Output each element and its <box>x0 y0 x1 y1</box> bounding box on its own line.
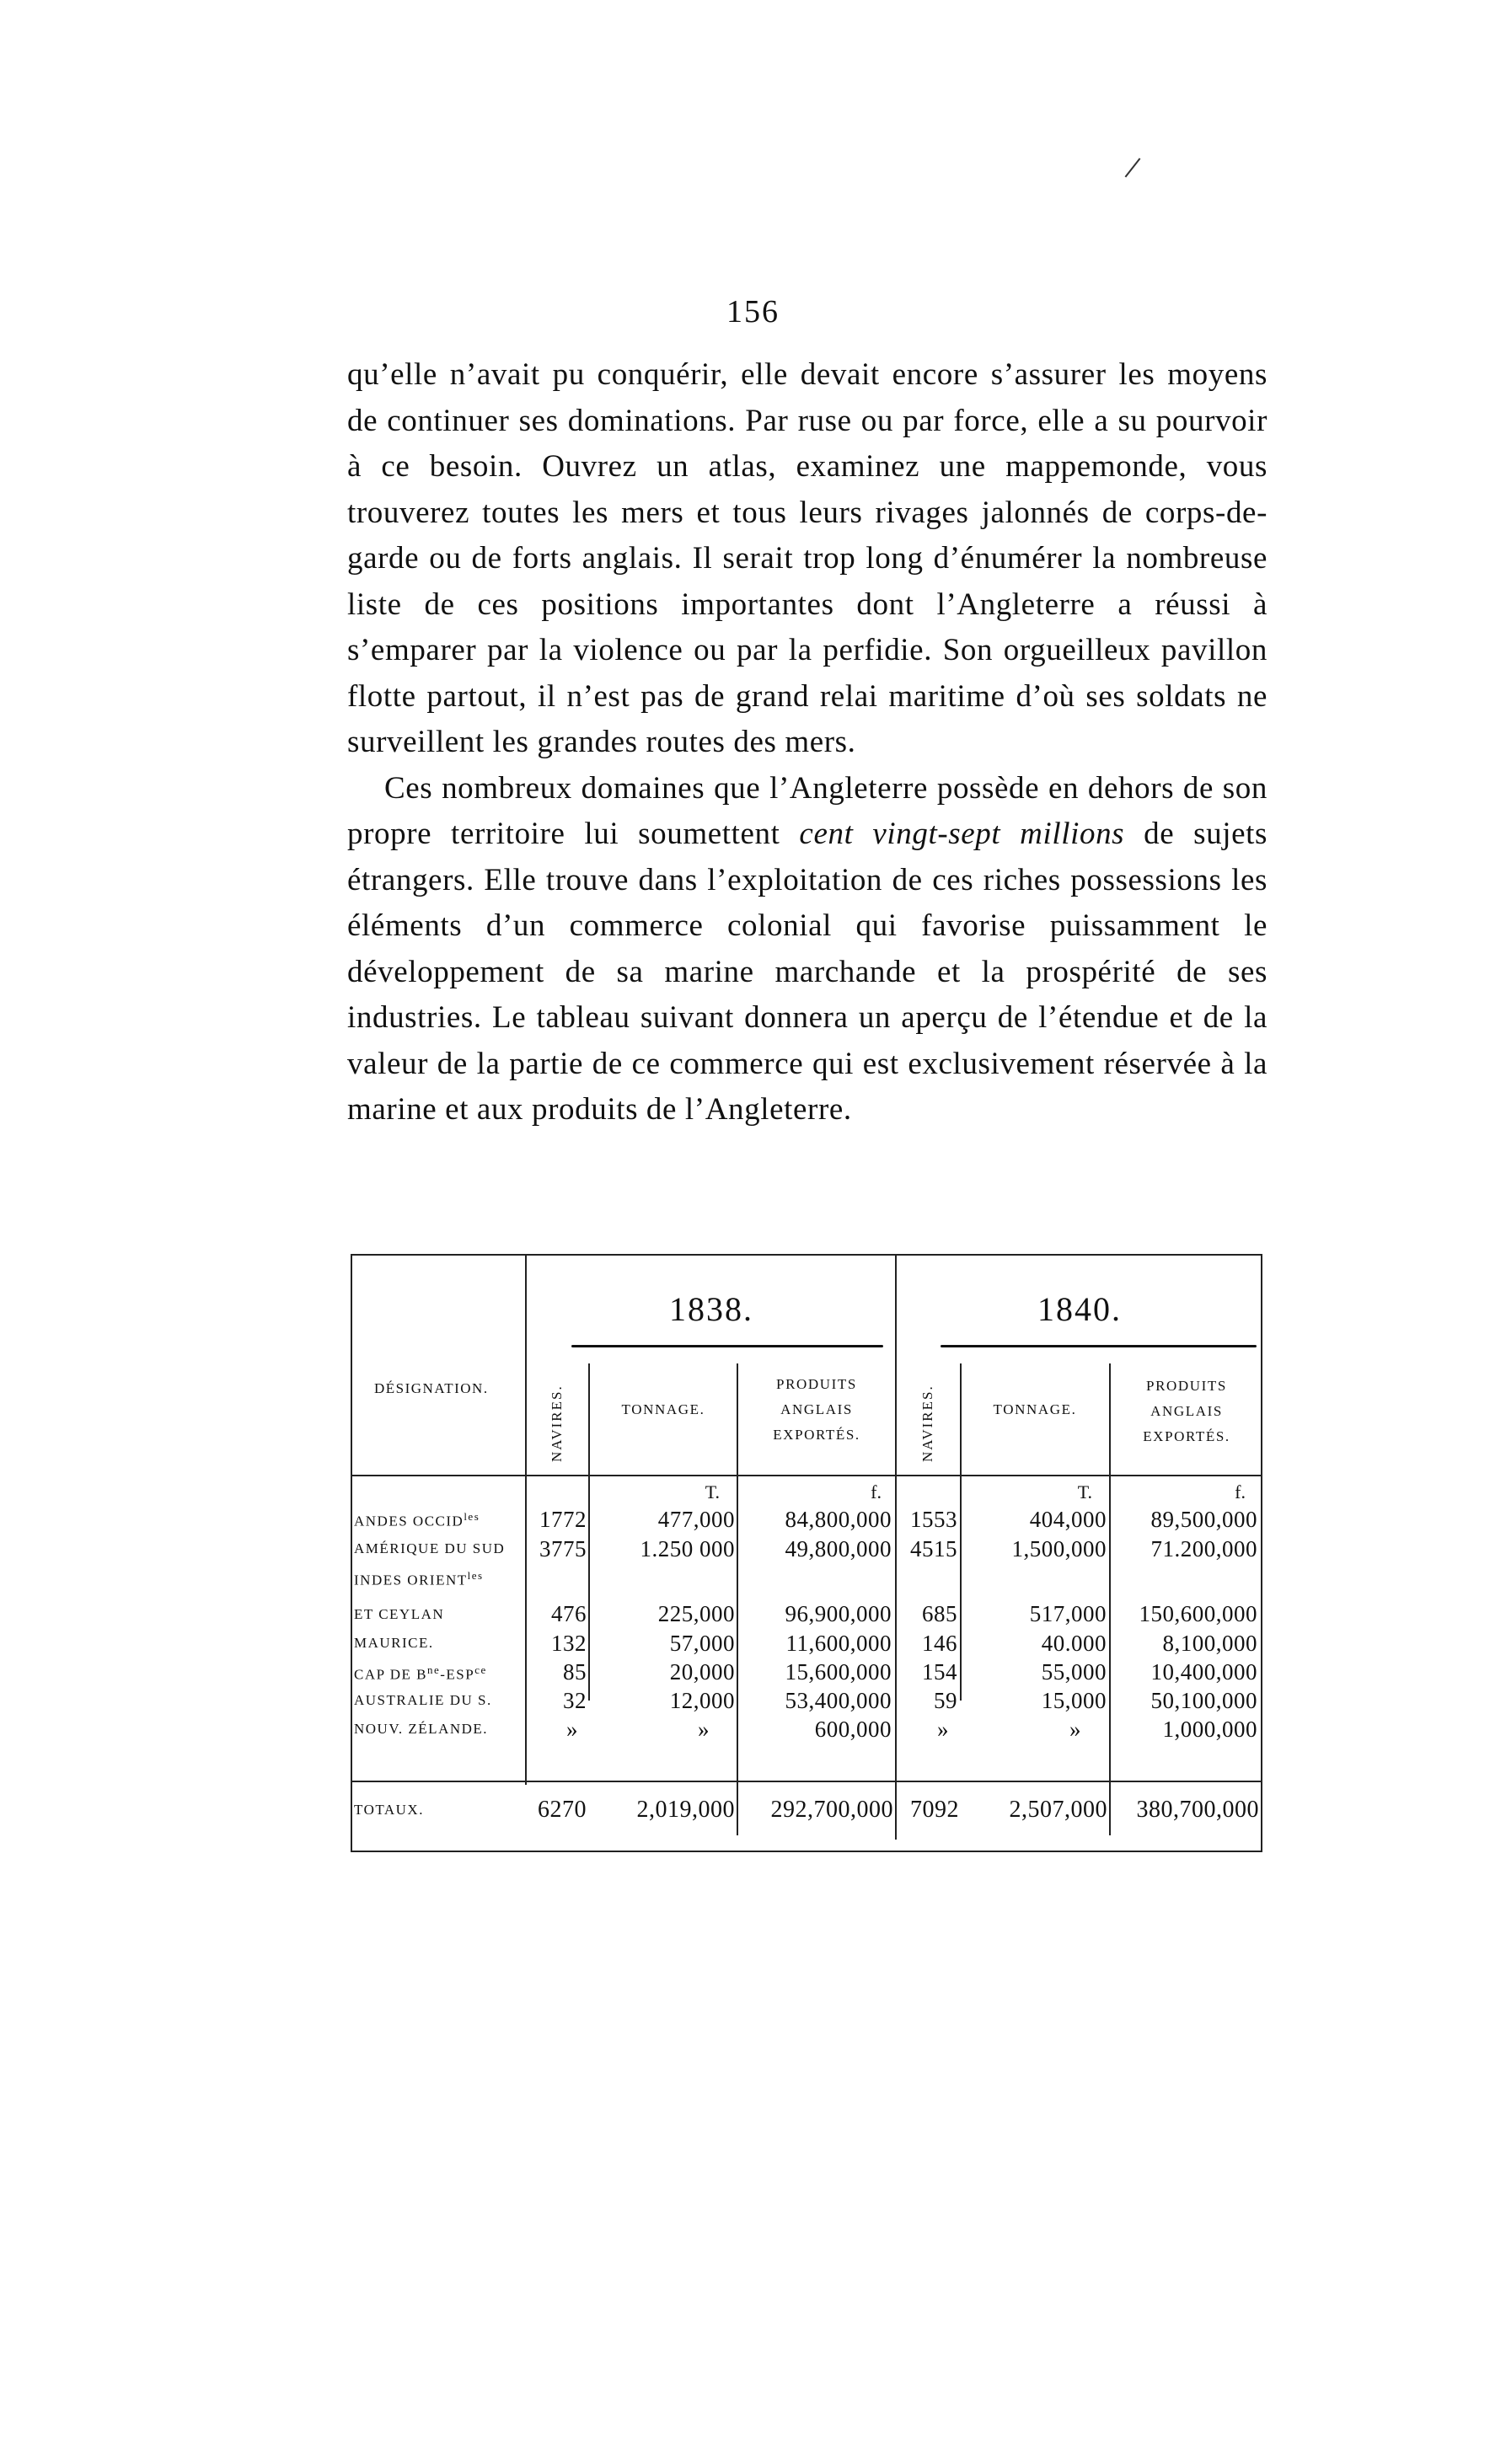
year-1838: 1838. <box>669 1290 753 1328</box>
row-label-zelande: NOUV. ZÉLANDE. <box>354 1721 489 1737</box>
total-cell: 292,700,000 <box>770 1797 893 1823</box>
table-cell: 11,600,000 <box>785 1631 892 1656</box>
table-cell: 49,800,000 <box>785 1536 892 1561</box>
navires-divider-1840 <box>960 1363 962 1701</box>
table-cell: 55,000 <box>1041 1659 1107 1685</box>
page-number: 156 <box>726 294 780 329</box>
produits-header-1840 <box>1112 1374 1261 1449</box>
unit-francs-1838: f. <box>871 1481 882 1503</box>
table-cell: » <box>566 1717 578 1742</box>
table-cell: 1,000,000 <box>1162 1717 1257 1742</box>
table-cell: 8,100,000 <box>1162 1631 1257 1656</box>
total-cell: 6270 <box>538 1797 587 1823</box>
table-left-rule <box>351 1254 352 1852</box>
paragraph-2 <box>347 766 1268 1133</box>
navires-header-1838: NAVIRES. <box>549 1385 565 1462</box>
table-cell: » <box>1069 1717 1081 1742</box>
table-cell: 132 <box>551 1631 587 1656</box>
table-cell: 84,800,000 <box>785 1507 892 1532</box>
table-cell: 685 <box>922 1601 957 1626</box>
table-cell: 3775 <box>539 1536 587 1561</box>
table-cell: 10,400,000 <box>1150 1659 1257 1685</box>
table-cell: » <box>937 1717 949 1742</box>
header-bottom-rule <box>351 1475 1262 1476</box>
totals-rule <box>351 1781 1262 1782</box>
designation-divider <box>525 1254 527 1785</box>
table-cell: 476 <box>551 1601 587 1626</box>
table-cell: 1,500,000 <box>1011 1536 1107 1561</box>
unit-francs-1840: f. <box>1235 1481 1246 1503</box>
table-cell: 1553 <box>910 1507 957 1532</box>
unit-tonnage-1838: T. <box>705 1481 720 1503</box>
table-cell: 4515 <box>910 1536 957 1561</box>
tonnage-divider-1838 <box>737 1363 738 1835</box>
row-label-amerique: AMÉRIQUE DU SUD <box>354 1540 506 1556</box>
paragraph-2-start: Ces nombreux domaines que l’Angleterre possède en dehors de son propre territoire lui soumettent <box>347 770 1268 851</box>
total-cell: 7092 <box>910 1797 959 1823</box>
total-cell: 2,019,000 <box>636 1797 735 1823</box>
tonnage-header-1838: TONNAGE. <box>621 1401 705 1417</box>
table-cell: 1772 <box>539 1507 587 1532</box>
navires-divider-1838 <box>588 1363 590 1701</box>
produits-header-line-1: PRODUITS <box>1146 1378 1227 1394</box>
table-cell: 53,400,000 <box>785 1688 892 1713</box>
table-cell: 40.000 <box>1041 1631 1107 1656</box>
table-cell: 71.200,000 <box>1150 1536 1257 1561</box>
table-cell: 146 <box>922 1631 957 1656</box>
table-cell: 477,000 <box>657 1507 735 1532</box>
unit-tonnage-1840: T. <box>1077 1481 1092 1503</box>
table-cell: 32 <box>563 1688 587 1713</box>
row-label-andes: ANDES $OCCID^{les}$ <box>354 1510 480 1529</box>
produits-header-line-2: ANGLAIS <box>780 1401 853 1417</box>
table-cell: 57,000 <box>669 1631 735 1656</box>
table-cell: 50,100,000 <box>1150 1688 1257 1713</box>
produits-header-line-3: EXPORTÉS. <box>1143 1428 1230 1444</box>
table-cell: 600,000 <box>814 1717 892 1742</box>
table-cell: 150,600,000 <box>1139 1601 1257 1626</box>
year-flourish-1838 <box>571 1345 883 1347</box>
table-cell: 96,900,000 <box>785 1601 892 1626</box>
table-cell: 15,000 <box>1041 1688 1107 1713</box>
table-cell: 89,500,000 <box>1150 1507 1257 1532</box>
row-label-maurice: MAURICE. <box>354 1635 434 1651</box>
produits-header-line-1: PRODUITS <box>776 1376 857 1392</box>
year-1840: 1840. <box>1037 1290 1122 1328</box>
produits-header-line-2: ANGLAIS <box>1150 1403 1223 1419</box>
total-cell: 380,700,000 <box>1136 1797 1259 1823</box>
table-cell: 15,600,000 <box>785 1659 892 1685</box>
table-cell: » <box>698 1717 710 1742</box>
body-text <box>347 352 1268 1133</box>
table-cell: 20,000 <box>669 1659 735 1685</box>
table-bottom-rule <box>351 1851 1262 1852</box>
table-cell: 1.250 000 <box>640 1536 735 1561</box>
row-label-cap: CAP DE $B^{ne}-ESP^{ce}$ <box>354 1663 487 1683</box>
table-cell: 85 <box>563 1659 587 1685</box>
produits-header-line-3: EXPORTÉS. <box>773 1427 860 1443</box>
table-right-rule <box>1261 1254 1262 1852</box>
total-cell: 2,507,000 <box>1009 1797 1107 1823</box>
navires-header-1840: NAVIRES. <box>919 1385 935 1462</box>
tonnage-header-1840: TONNAGE. <box>993 1401 1077 1417</box>
produits-header-1838 <box>740 1372 893 1448</box>
table-cell: 404,000 <box>1029 1507 1107 1532</box>
table-cell: 12,000 <box>669 1688 735 1713</box>
table-cell: 154 <box>922 1659 957 1685</box>
year-divider <box>895 1254 897 1840</box>
totals-label: TOTAUX. <box>354 1802 424 1818</box>
trade-table <box>351 1254 1262 1852</box>
table-cell: 225,000 <box>657 1601 735 1626</box>
paragraph-2-emphasis: cent vingt-sept millions <box>799 817 1125 851</box>
table-cell: 517,000 <box>1029 1601 1107 1626</box>
year-flourish-1840 <box>941 1345 1257 1347</box>
paragraph-1: qu’elle n’avait pu conquérir, elle devait encore s’assurer les moyens de continuer ses dominations. Par ruse ou par force, elle a su pourvoir à ce besoin. Ouvrez un atlas, examinez une mappemonde, vous trouverez toutes les mers et tous leurs rivages jalonnés de corps-de-garde ou de forts anglais. Il serait trop long d’énumérer la nombreuse liste de ces positions importantes dont l’Angleterre a réussi à s’emparer par la violence ou par la perfidie. Son orgueilleux pavillon flotte partout, il n’est pas de grand relai maritime d’où ses soldats ne surveillent les grandes routes des mers. <box>347 357 1268 759</box>
designation-header: DÉSIGNATION. <box>374 1380 489 1396</box>
tonnage-divider-1840 <box>1109 1363 1111 1835</box>
row-label-indes: INDES $ORIENT^{les}$ <box>354 1569 484 1588</box>
row-label-australie: AUSTRALIE DU S. <box>354 1692 492 1708</box>
table-top-rule <box>351 1254 1262 1256</box>
table-cell: 59 <box>934 1688 957 1713</box>
paragraph-2-rest: de sujets étrangers. Elle trouve dans l’exploitation de ces riches possessions les éléments d’un commerce colonial qui favorise puissamment le développement de sa marine marchande et la prospérité de ses industries. Le tableau suivant donnera un aperçu de l’étendue et de la valeur de la partie de ce commerce qui est exclusivement réservée à la marine et aux produits de l’Angleterre. <box>347 817 1268 1127</box>
row-label-ceylan: ET CEYLAN <box>354 1606 445 1622</box>
stray-pen-mark <box>1125 158 1141 177</box>
